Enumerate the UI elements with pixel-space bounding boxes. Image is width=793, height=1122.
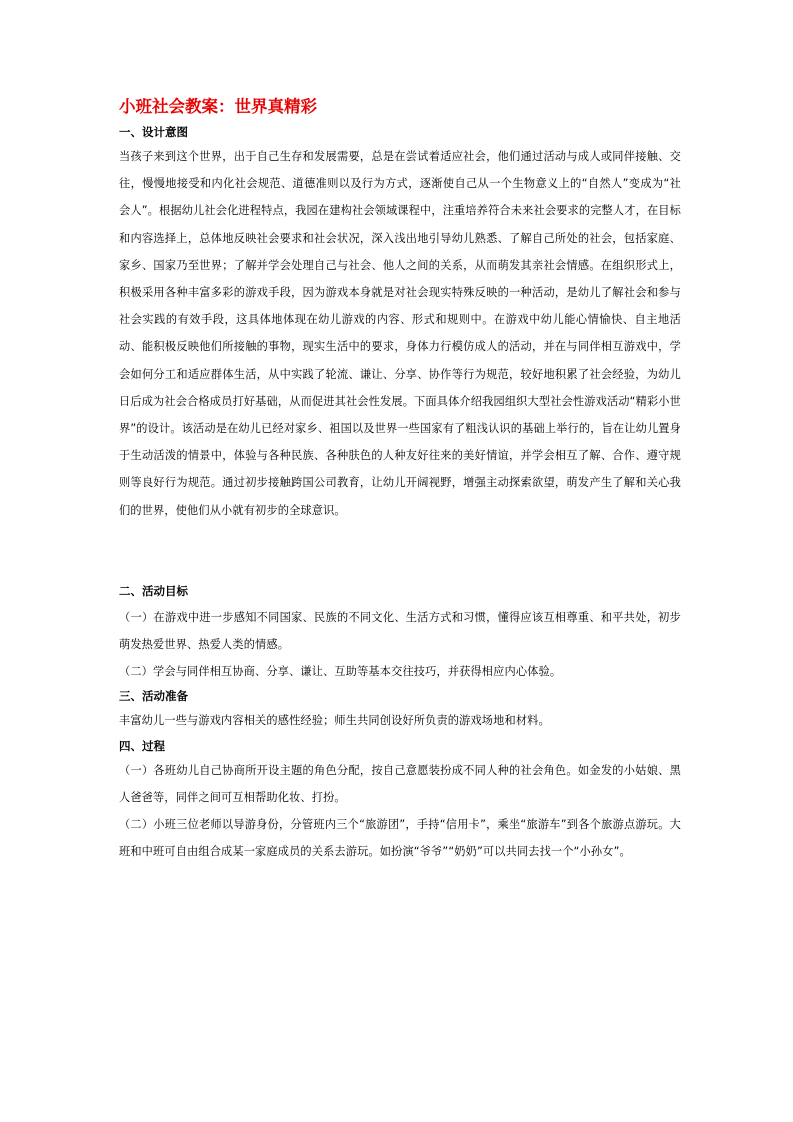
process-item-2: （二）小班三位老师以导游身份，分管班内三个“旅游团”，手持“信用卡”，乘坐“旅游车”到各个旅游点游玩。大班和中班可自由组合成某一家庭成员的关系去游玩。如扮演“爷爷”“奶奶”可以共同去找一个“小孙女”。 (119, 818, 681, 859)
section-heading-process: 四、过程 (119, 738, 165, 753)
document-page (119, 96, 681, 865)
section-heading-goals: 二、活动目标 (119, 583, 188, 598)
section-heading-design: 一、设计意图 (119, 125, 188, 139)
preparation-paragraph: 丰富幼儿一些与游戏内容相关的感性经验；师生共同创设好所负责的游戏场地和材料。 (119, 714, 550, 728)
design-intent-paragraph: 当孩子来到这个世界，出于自己生存和发展需要，总是在尝试着适应社会，他们通过活动与成人或同伴接触、交往，慢慢地接受和内化社会规范、道德准则以及行为方式，逐渐使自己从一个生物意义上的“自然人”变成为“社会人”。根据幼儿社会化进程特点，我园在建构社会领域课程中，注重培养符合未来社会要求的完整人才，在目标和内容选择上，总体地反映社会要求和社会状况，深入浅出地引导幼儿熟悉、了解自己所处的社会，包括家庭、家乡、国家乃至世界；了解并学会处理自己与社会、他人之间的关系，从而萌发其亲社会情感。在组织形式上，积极采用各种丰富多彩的游戏手段，因为游戏本身就是对社会现实特殊反映的一种活动，是幼儿了解社会和参与社会实践的有效手段，这具体地体现在幼儿游戏的内容、形式和规则中。在游戏中幼儿能心情愉快、自主地活动、能积极反映他们所接触的事物，现实生活中的要求，身体力行模仿成人的活动，并在与同伴相互游戏中，学会如何分工和适应群体生活，从中实践了轮流、谦让、分享、协作等行为规范，较好地积累了社会经验，为幼儿日后成为社会合格成员打好基础，从而促进其社会性发展。下面具体介绍我园组织大型社会性游戏活动“精彩小世界”的设计。该活动是在幼儿已经对家乡、祖国以及世界一些国家有了粗浅认识的基础上举行的，旨在让幼儿置身于生动活泼的情景中，体验与各种民族、各种肤色的人种友好往来的美好情谊，并学会相互了解、合作、遵守规则等良好行为规范。通过初步接触跨国公司教育，让幼儿开阔视野，增强主动探索欲望，萌发产生了解和关心我们的世界，使他们从小就有初步的全球意识。 (119, 150, 681, 517)
section-heading-preparation: 三、活动准备 (119, 689, 188, 704)
goal-item-2: （二）学会与同伴相互协商、分享、谦让、互助等基本交往技巧，并获得相应内心体验。 (119, 665, 562, 679)
document-title: 小班社会教案：世界真精彩 (119, 97, 317, 116)
goal-item-1: （一）在游戏中进一步感知不同国家、民族的不同文化、生活方式和习惯，懂得应该互相尊重、和平共处，初步萌发热爱世界、热爱人类的情感。 (119, 610, 681, 652)
process-item-1: （一）各班幼儿自己协商所开设主题的角色分配，按自己意愿装扮成不同人种的社会角色。如金发的小姑娘、黑人爸爸等，同伴之间可互相帮助化妆、打扮。 (119, 763, 681, 804)
